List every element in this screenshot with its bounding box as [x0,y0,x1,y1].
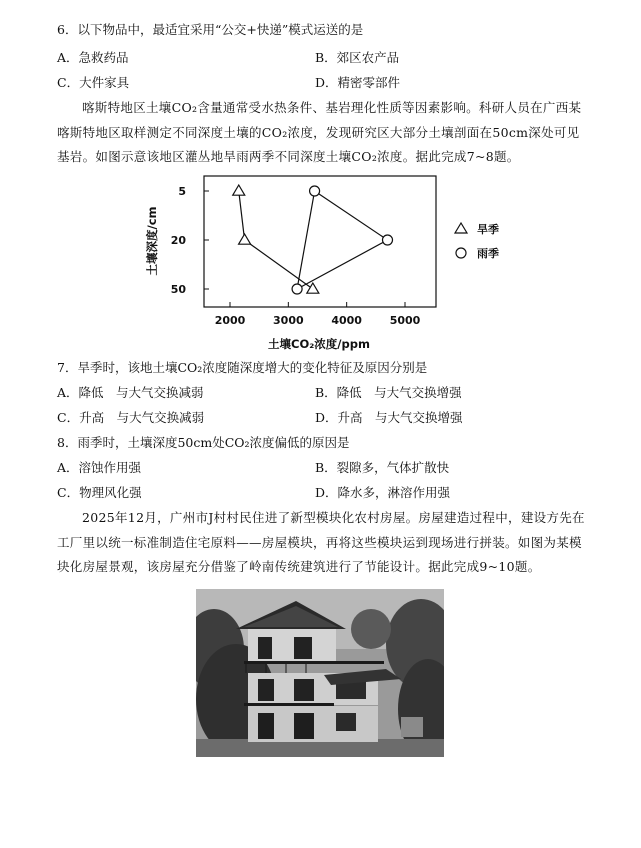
x-tick-label-2000: 2000 [214,314,246,327]
q8-option-c: C．物理风化强 [57,485,142,500]
y-tick-label-50: 50 [170,283,186,296]
q6-option-b: B．郊区农产品 [315,50,400,65]
q8-option-d: D．降水多，淋溶作用强 [315,485,451,500]
q6-option-d: D．精密零部件 [315,75,401,90]
legend-label-rainy: 雨季 [477,247,499,260]
legend-label-dry: 旱季 [477,223,499,236]
q6-option-a: A．急救药品 [57,50,129,65]
series-line-雨季 [297,191,387,289]
q8-option-a: A．溶蚀作用强 [57,460,142,475]
legend-marker-rainy [456,248,466,258]
x-tick-label-4000: 4000 [331,314,362,327]
point-rainy-2 [292,284,302,294]
y-axis-label: 土壤深度/cm [145,206,159,276]
passage-modular-house: 2025年12月，广州市J村村民住进了新型模块化农村房屋。房屋建造过程中，建设方先在工厂里以统一标准制造住宅原料——房屋模块，再将这些模块运到现场进行拼装。如图为某模块化房屋景观，该房屋充分借鉴了岭南传统建筑进行了节能设计。据此完成9~10题。 [57,510,585,574]
question-8-stem: 8．雨季时，土壤深度50cm处CO₂浓度偏低的原因是 [57,435,350,450]
q6-option-c: C．大件家具 [57,75,130,90]
legend-marker-dry [455,223,467,233]
point-rainy-0 [310,186,320,196]
y-tick-label-5: 5 [178,185,186,198]
point-rainy-1 [383,235,393,245]
q7-option-d: D．升高 与大气交换增强 [315,410,463,425]
x-axis-label: 土壤CO₂浓度/ppm [268,337,370,351]
q8-option-b: B．裂隙多，气体扩散快 [315,460,450,475]
y-tick-label-20: 20 [170,234,186,247]
series-line-旱季 [239,191,313,289]
q7-option-a: A．降低 与大气交换减弱 [57,385,204,400]
co2-depth-chart [0,165,641,365]
question-6-stem: 6．以下物品中，最适宜采用“公交+快递”模式运送的是 [57,22,364,37]
question-7-stem: 7．旱季时，该地土壤CO₂浓度随深度增大的变化特征及原因分别是 [57,360,428,375]
point-dry-2 [307,283,319,293]
q7-option-c: C．升高 与大气交换减弱 [57,410,205,425]
q7-option-b: B．降低 与大气交换增强 [315,385,462,400]
x-tick-label-5000: 5000 [389,314,421,327]
passage-karst: 喀斯特地区土壤CO₂含量通常受水热条件、基岩理化性质等因素影响。科研人员在广西某喀斯特地区取样测定不同深度土壤的CO₂浓度，发现研究区大部分土壤剖面在50cm深处可见基岩。如图示意该地区灌丛地旱雨两季不同深度土壤CO₂浓度。据此完成7~8题。 [57,100,582,164]
point-dry-0 [233,185,245,195]
x-tick-label-3000: 3000 [273,314,304,327]
modular-house-photo [196,589,444,757]
point-dry-1 [239,234,251,244]
